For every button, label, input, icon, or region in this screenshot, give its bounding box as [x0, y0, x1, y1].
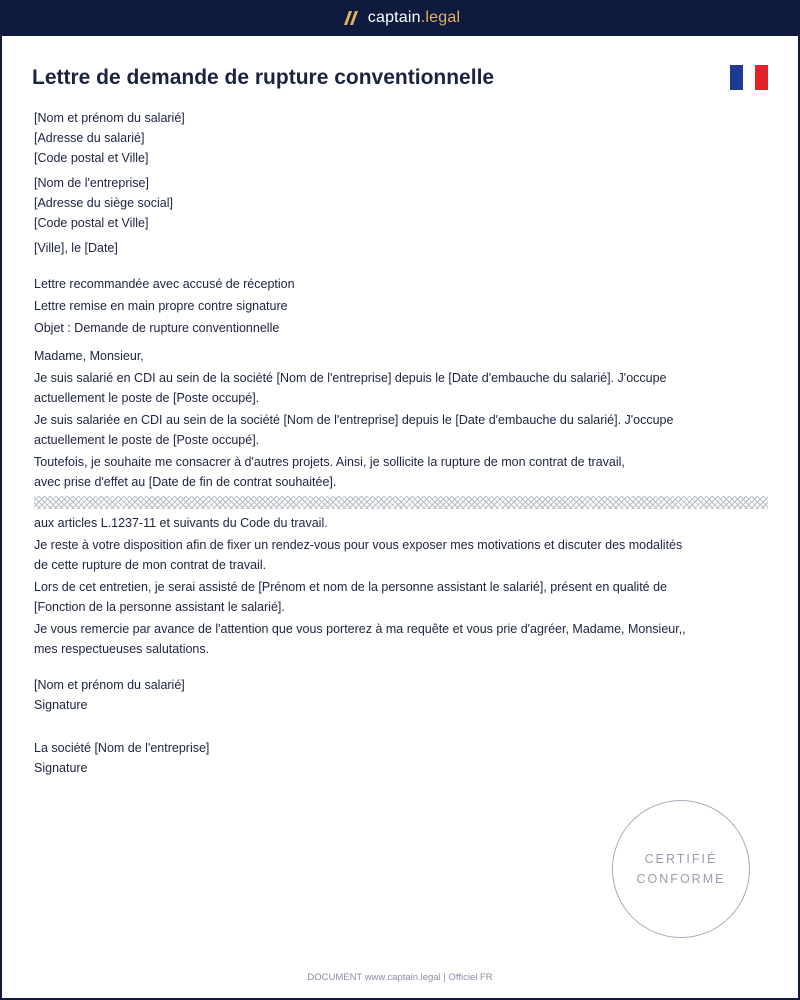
employee-city: [Code postal et Ville]: [34, 151, 149, 165]
employee-name: [Nom et prénom du salarié]: [34, 111, 185, 125]
salutation: Madame, Monsieur,: [34, 349, 144, 363]
paragraph-4: aux articles L.1237-11 et suivants du Code du travail.: [34, 496, 768, 533]
document-title: Lettre de demande de rupture conventionnelle: [32, 66, 495, 89]
delivery-hand: Lettre remise en main propre contre signature: [34, 299, 288, 313]
paragraph-7: Je vous remercie par avance de l'attention que vous porterez à ma requête et vous prie d'agréer, Madame, Monsieur,, mes respectueuses salutations.: [34, 622, 686, 656]
stamp-line-2: CONFORME: [636, 872, 726, 886]
employee-address-block: [34, 108, 768, 168]
paragraph-3: Toutefois, je souhaite me consacrer à d'autres projets. Ainsi, je sollicite la rupture de mon contrat de travail, avec prise d'effet au [Date de fin de contrat souhaitée].: [34, 455, 625, 489]
company-signature-block: [34, 738, 768, 778]
company-street: [Adresse du siège social]: [34, 196, 173, 210]
paragraph-5: Je reste à votre disposition afin de fixer un rendez-vous pour vous exposer mes motivations et discuter des modalités de cette rupture de mon contrat de travail.: [34, 538, 683, 572]
stamp-line-1: CERTIFIÉ: [644, 852, 718, 866]
company-name: [Nom de l'entreprise]: [34, 176, 149, 190]
company-address-block: [34, 173, 768, 233]
redacted-line: [34, 496, 768, 509]
employee-signature-block: [34, 675, 768, 715]
document-footer: DOCUMENT www.captain.legal | Officiel FR: [307, 972, 493, 983]
place-date: [Ville], le [Date]: [34, 241, 118, 255]
brand-name: captain.legal: [367, 9, 461, 26]
captain-logo-icon: [340, 9, 360, 27]
delivery-registered: Lettre recommandée avec accusé de réception: [34, 277, 295, 291]
brand-header: [2, 0, 798, 36]
employee-signature-name: [Nom et prénom du salarié]: [34, 678, 185, 692]
employee-street: [Adresse du salarié]: [34, 131, 145, 145]
employee-signature-label: Signature: [34, 698, 88, 712]
subject-line: Objet : Demande de rupture conventionnelle: [34, 321, 280, 335]
paragraph-6: Lors de cet entretien, je serai assisté de [Prénom et nom de la personne assistant le salarié], présent en qualité de [Fonction de la personne assistant le salarié].: [34, 580, 668, 614]
company-signature-name: La société [Nom de l'entreprise]: [34, 741, 210, 755]
company-signature-label: Signature: [34, 761, 88, 775]
company-city: [Code postal et Ville]: [34, 216, 149, 230]
delivery-block: [34, 274, 768, 338]
certified-stamp: [612, 800, 750, 938]
paragraph-2: Je suis salariée en CDI au sein de la société [Nom de l'entreprise] depuis le [Date d'embauche du salarié]. J'occupe actuellement le poste de [Poste occupé].: [34, 413, 674, 447]
letter-body: [34, 108, 768, 778]
paragraph-1: Je suis salarié en CDI au sein de la société [Nom de l'entreprise] depuis le [Date d'embauche du salarié]. J'occupe actuellement le poste de [Poste occupé].: [34, 371, 667, 405]
france-flag-icon: [730, 65, 768, 90]
